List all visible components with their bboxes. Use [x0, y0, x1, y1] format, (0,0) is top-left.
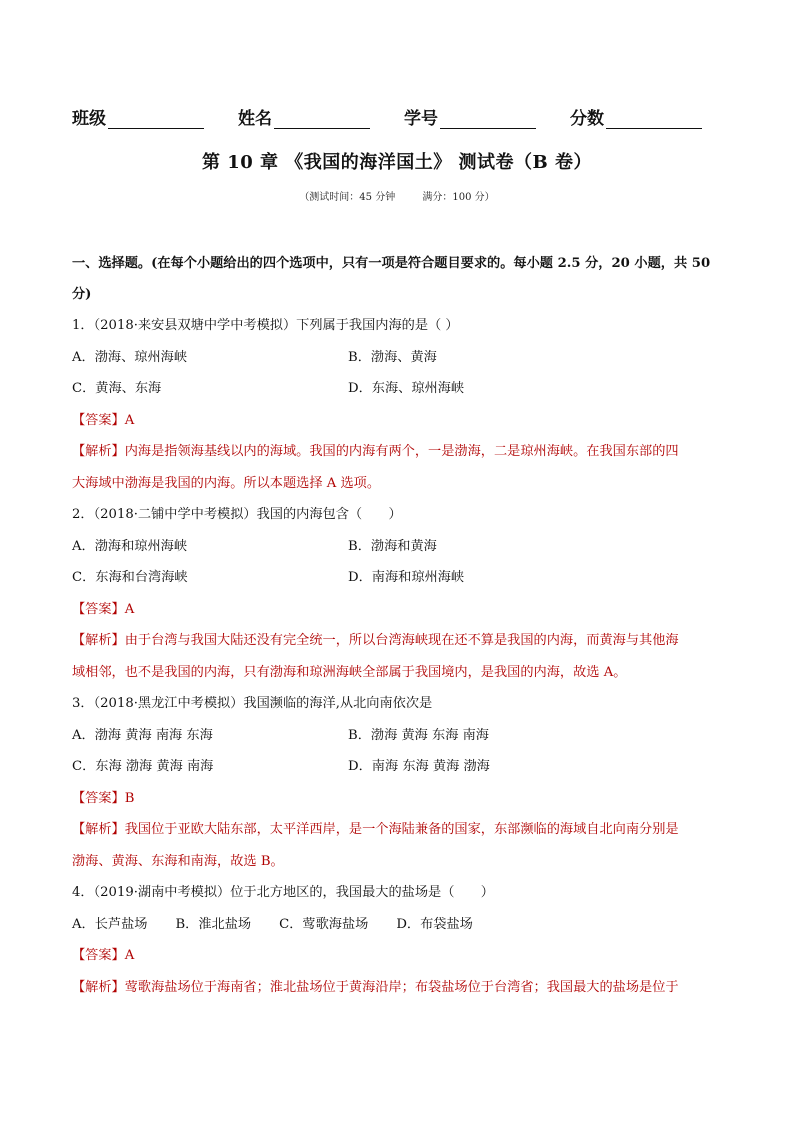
option-b: B．淮北盐场 — [175, 916, 252, 932]
option-d: D．南海 东海 黄海 渤海 — [348, 759, 490, 774]
options-row — [72, 373, 722, 405]
option-b: B．渤海、黄海 — [348, 349, 437, 365]
answer-line: 【答案】B — [72, 790, 135, 806]
analysis: 【解析】我国位于亚欧大陆东部，太平洋西岸，是一个海陆兼备的国家，东部濒临的海域自北向南分别是 — [72, 822, 679, 837]
answer-line: 【答案】A — [72, 412, 135, 428]
question-2 — [72, 499, 722, 688]
option-a: A．渤海 黄海 南海 东海 — [72, 727, 213, 743]
option-a: A．渤海和琼州海峡 — [72, 538, 188, 554]
analysis: 【解析】莺歌海盐场位于海南省；淮北盐场位于黄海沿岸；布袋盐场位于台湾省；我国最大的盐场是位于 — [72, 979, 679, 995]
answer-value: A — [124, 601, 135, 617]
question-4 — [72, 877, 722, 1003]
answer-line: 【答案】A — [72, 948, 135, 963]
option-c: C．东海 渤海 黄海 南海 — [72, 759, 214, 774]
exam-time: （测试时间：45 分钟 — [299, 192, 396, 203]
question-stem: 2．（2018·二铺中学中考模拟）我国的内海包含（ ） — [72, 507, 402, 522]
score-field[interactable]: 分数 — [570, 104, 702, 129]
option-c: C．黄海、东海 — [72, 381, 162, 396]
answer-line: 【答案】A — [72, 601, 135, 617]
question-3 — [72, 688, 722, 877]
answer-value: B — [124, 790, 135, 806]
options-row — [72, 531, 722, 563]
analysis-cont: 域相邻，也不是我国的内海，只有渤海和琼洲海峡全部属于我国境内，是我国的内海，故选 A。 — [72, 664, 627, 680]
name-field[interactable]: 姓名 — [238, 104, 370, 129]
answer-value: A — [124, 948, 135, 963]
section-heading: 一、选择题。(在每个小题给出的四个选项中，只有一项是符合题目要求的。每小题 2.5 分，20 小题，共 50 分) — [72, 256, 711, 302]
option-b: B．渤海和黄海 — [348, 538, 437, 554]
student-info-row — [72, 104, 712, 129]
class-field[interactable]: 班级 — [72, 104, 204, 129]
option-a: A．渤海、琼州海峡 — [72, 349, 188, 365]
option-c: C．莺歌海盐场 — [279, 916, 369, 932]
name-blank[interactable] — [274, 109, 370, 129]
question-stem: 1．（2018·来安县双塘中学中考模拟）下列属于我国内海的是（ ） — [72, 318, 459, 333]
options-row — [72, 562, 722, 594]
option-d: D．布袋盐场 — [396, 916, 473, 932]
score-blank[interactable] — [606, 109, 702, 129]
analysis: 【解析】内海是指领海基线以内的海域。我国的内海有两个，一是渤海，二是琼州海峡。在我国东部的四 — [72, 444, 679, 459]
option-c: C．东海和台湾海峡 — [72, 570, 188, 585]
options-row — [72, 751, 722, 783]
option-a: A．长芦盐场 — [72, 916, 148, 932]
analysis-cont: 大海域中渤海是我国的内海。所以本题选择 A 选项。 — [72, 475, 381, 491]
options-row — [72, 720, 722, 752]
options-row — [72, 342, 722, 374]
class-blank[interactable] — [108, 109, 204, 129]
option-d: D．东海、琼州海峡 — [348, 381, 465, 396]
analysis: 【解析】由于台湾与我国大陆还没有完全统一，所以台湾海峡现在还不算是我国的内海，而黄海与其他海 — [72, 633, 679, 648]
student-id-field[interactable]: 学号 — [404, 104, 536, 129]
exam-info — [0, 188, 794, 203]
question-stem: 3．（2018·黑龙江中考模拟）我国濒临的海洋,从北向南依次是 — [72, 696, 433, 711]
question-1 — [72, 310, 722, 499]
question-stem: 4．（2019·湖南中考模拟）位于北方地区的，我国最大的盐场是（ ） — [72, 885, 494, 900]
page-title: 第 10 章 《我国的海洋国土》 测试卷（B 卷） — [201, 152, 593, 173]
option-b: B．渤海 黄海 东海 南海 — [348, 727, 489, 743]
answer-value: A — [124, 412, 135, 428]
options-row — [72, 909, 722, 941]
analysis-cont: 渤海、黄海、东海和南海，故选 B。 — [72, 853, 284, 869]
option-d: D．南海和琼州海峡 — [348, 570, 465, 585]
question-content — [72, 248, 722, 1003]
exam-full-score: 满分：100 分） — [422, 192, 495, 203]
student-id-blank[interactable] — [440, 109, 536, 129]
